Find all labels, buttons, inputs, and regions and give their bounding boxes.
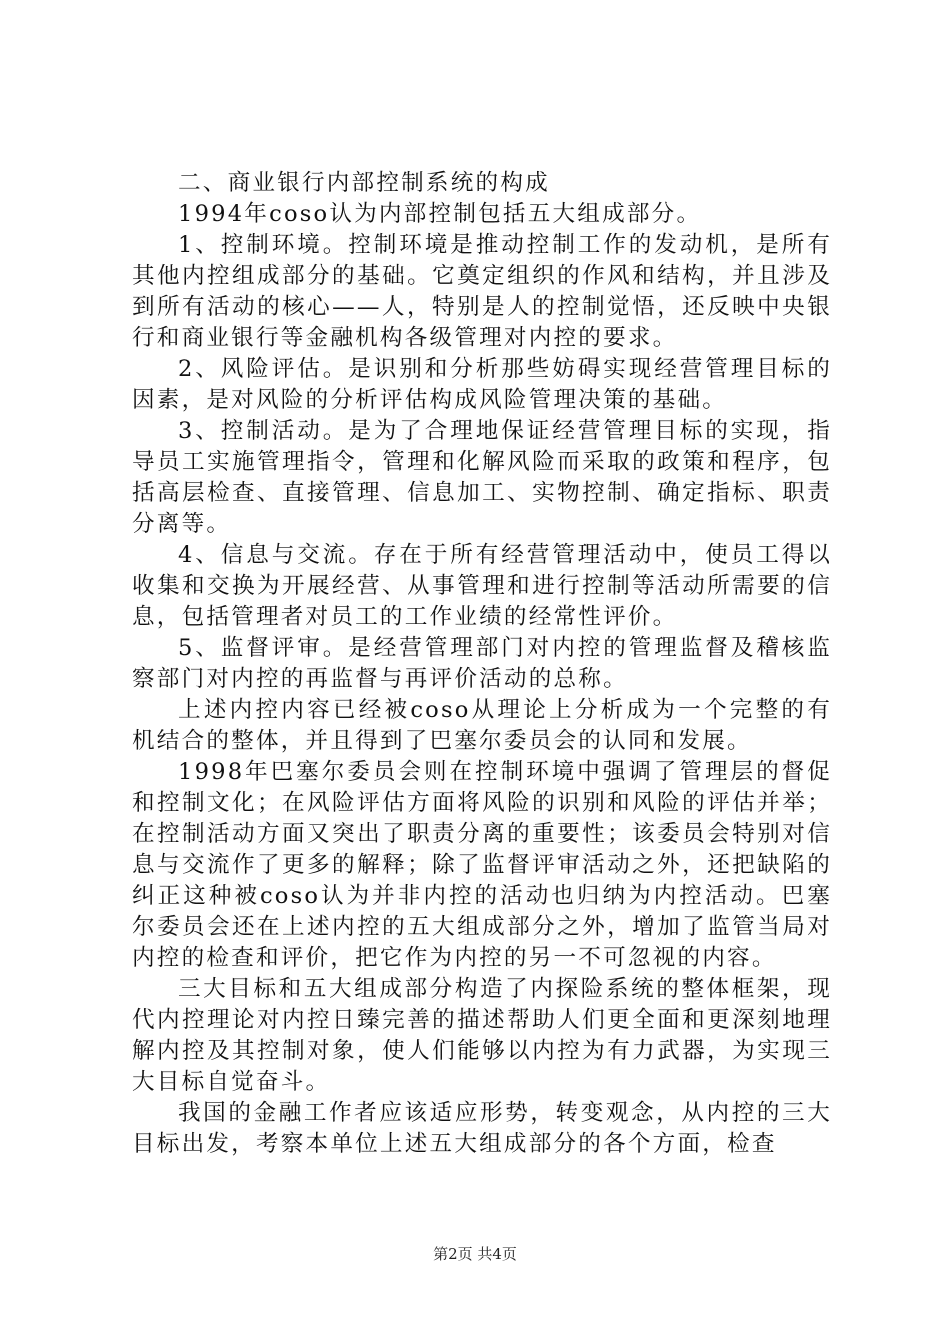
paragraph: 1998年巴塞尔委员会则在控制环境中强调了管理层的督促和控制文化；在风险评估方面将风险的识别和风险的评估并举；在控制活动方面又突出了职责分离的重要性；该委员会特别对信息与交流作了更多的解释；除了监督评审活动之外，还把缺陷的纠正这种被coso认为并非内控的活动也归纳为内控活动。巴塞尔委员会还在上述内控的五大组成部分之外，增加了监管当局对内控的检查和评价，把它作为内控的另一不可忽视的内容。 bbox=[132, 759, 832, 971]
paragraph: 1、控制环境。控制环境是推动控制工作的发动机，是所有其他内控组成部分的基础。它奠定组织的作风和结构，并且涉及到所有活动的核心——人，特别是人的控制觉悟，还反映中央银行和商业银行等金融机构各级管理对内控的要求。 bbox=[132, 232, 832, 351]
paragraph: 三大目标和五大组成部分构造了内探险系统的整体框架，现代内控理论对内控日臻完善的描述帮助人们更全面和更深刻地理解内控及其控制对象，使人们能够以内控为有力武器，为实现三大目标自觉奋斗。 bbox=[132, 976, 832, 1095]
paragraph: 1994年coso认为内部控制包括五大组成部分。 bbox=[178, 201, 702, 227]
paragraph: 4、信息与交流。存在于所有经营管理活动中，使员工得以收集和交换为开展经营、从事管理和进行控制等活动所需要的信息，包括管理者对员工的工作业绩的经常性评价。 bbox=[132, 542, 832, 630]
paragraph: 上述内控内容已经被coso从理论上分析成为一个完整的有机结合的整体，并且得到了巴塞尔委员会的认同和发展。 bbox=[132, 697, 832, 754]
paragraph: 3、控制活动。是为了合理地保证经营管理目标的实现，指导员工实施管理指令，管理和化解风险而采取的政策和程序，包括高层检查、直接管理、信息加工、实物控制、确定指标、职责分离等。 bbox=[132, 418, 832, 537]
paragraph: 5、监督评审。是经营管理部门对内控的管理监督及稽核监察部门对内控的再监督与再评价活动的总称。 bbox=[132, 635, 832, 692]
document-body bbox=[132, 168, 832, 1160]
page-footer: 第2页 共4页 bbox=[433, 1245, 517, 1263]
paragraph: 2、风险评估。是识别和分析那些妨碍实现经营管理目标的因素，是对风险的分析评估构成风险管理决策的基础。 bbox=[132, 356, 832, 413]
paragraph: 我国的金融工作者应该适应形势，转变观念，从内控的三大目标出发，考察本单位上述五大组成部分的各个方面，检查 bbox=[132, 1100, 832, 1157]
section-heading: 二、商业银行内部控制系统的构成 bbox=[178, 170, 550, 196]
